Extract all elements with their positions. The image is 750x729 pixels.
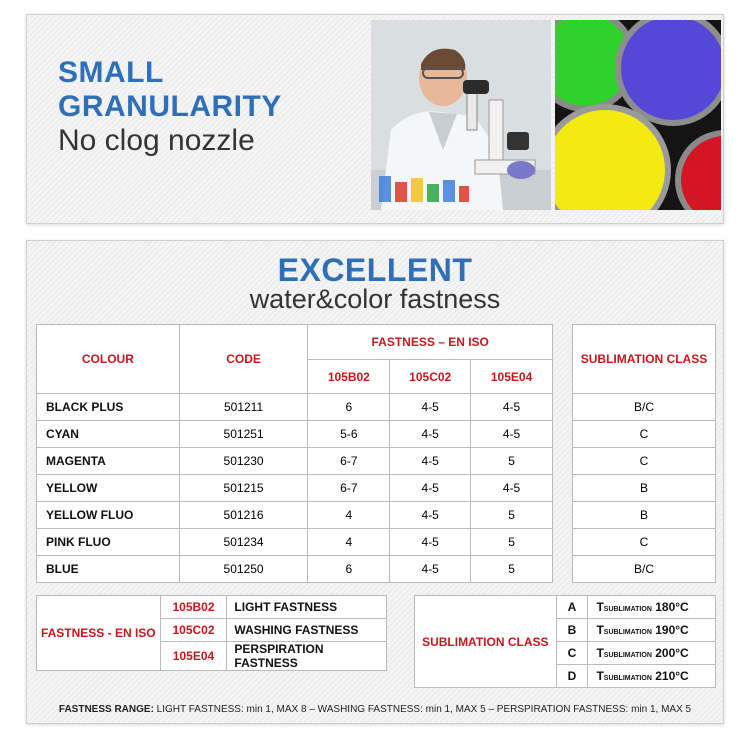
cell-colour: MAGENTA [37, 448, 180, 475]
headline-small: SMALL [58, 56, 164, 89]
legend-class: D [556, 665, 588, 688]
cell-105c02: 4-5 [390, 556, 471, 583]
legend-class: A [556, 596, 588, 619]
legend-fastness-label: FASTNESS - EN ISO [37, 596, 161, 671]
cell-105e04: 5 [471, 529, 553, 556]
cell-105b02: 4 [308, 502, 390, 529]
headline-excellent: EXCELLENT [277, 252, 473, 288]
headline-granularity: GRANULARITY [58, 90, 282, 123]
lab-scientist-photo [371, 20, 551, 210]
cell-code: 501234 [179, 529, 308, 556]
cell-code: 501211 [179, 394, 308, 421]
cell-105c02: 4-5 [390, 529, 471, 556]
t-label: T [596, 646, 604, 660]
cell-105c02: 4-5 [390, 394, 471, 421]
cell-code: 501216 [179, 502, 308, 529]
sublimation-value: B/C [573, 556, 716, 583]
t-label: T [596, 600, 604, 614]
subcol-105c02: 105C02 [390, 360, 471, 394]
subcol-105e04: 105E04 [471, 360, 553, 394]
cell-105b02: 4 [308, 529, 390, 556]
cell-105e04: 5 [471, 502, 553, 529]
cell-105c02: 4-5 [390, 502, 471, 529]
table-row [37, 529, 553, 556]
sublimation-value: B [573, 502, 716, 529]
table-row [37, 448, 553, 475]
cell-colour: YELLOW [37, 475, 180, 502]
cell-105e04: 5 [471, 556, 553, 583]
col-header-colour: COLOUR [37, 325, 180, 394]
paint-cans-photo [555, 20, 721, 210]
table-row [37, 394, 553, 421]
cell-code: 501230 [179, 448, 308, 475]
fastness-legend-table [36, 595, 387, 671]
cell-105c02: 4-5 [390, 448, 471, 475]
cell-105b02: 6 [308, 394, 390, 421]
col-header-code: CODE [179, 325, 308, 394]
legend-class: C [556, 642, 588, 665]
cell-colour: BLUE [37, 556, 180, 583]
cell-105b02: 6-7 [308, 475, 390, 502]
cell-105e04: 4-5 [471, 421, 553, 448]
legend-temp: 200°C [655, 646, 689, 660]
range-note-text: LIGHT FASTNESS: min 1, MAX 8 – WASHING FASTNESS: min 1, MAX 5 – PERSPIRATION FASTNESS: min 1, MAX 5 [153, 704, 692, 715]
legend-code: 105B02 [160, 596, 227, 619]
legend-code: 105C02 [160, 619, 227, 642]
t-subscript: SUBLIMATION [603, 606, 652, 613]
legend-name: WASHING FASTNESS [227, 619, 387, 642]
t-label: T [596, 669, 604, 683]
range-note-label: FASTNESS RANGE: [58, 704, 154, 715]
cell-code: 501215 [179, 475, 308, 502]
fastness-table [36, 324, 553, 583]
cell-105b02: 6-7 [308, 448, 390, 475]
legend-temp: 210°C [655, 669, 689, 683]
cell-105e04: 5 [471, 448, 553, 475]
legend-name: PERSPIRATION FASTNESS [227, 642, 387, 671]
table-row [37, 502, 553, 529]
t-subscript: SUBLIMATION [603, 652, 652, 659]
table-row [37, 556, 553, 583]
legend-name: LIGHT FASTNESS [227, 596, 387, 619]
cell-105e04: 4-5 [471, 394, 553, 421]
sublimation-value: B/C [573, 394, 716, 421]
table-row [37, 475, 553, 502]
table-row [37, 421, 553, 448]
legend-temp: 180°C [655, 600, 689, 614]
subline-no-clog: No clog nozzle [58, 124, 255, 157]
cell-colour: YELLOW FLUO [37, 502, 180, 529]
sublimation-value: C [573, 421, 716, 448]
cell-code: 501251 [179, 421, 308, 448]
cell-colour: PINK FLUO [37, 529, 180, 556]
sublimation-class-table [572, 324, 716, 583]
legend-temp-row [588, 642, 716, 665]
sublimation-value: B [573, 475, 716, 502]
sublimation-value: C [573, 529, 716, 556]
legend-sublimation-label: SUBLIMATION CLASS [415, 596, 557, 688]
sublimation-legend-table [414, 595, 716, 688]
col-header-sublimation-class: SUBLIMATION CLASS [573, 325, 716, 394]
t-subscript: SUBLIMATION [603, 675, 652, 682]
legend-temp-row [588, 596, 716, 619]
legend-code: 105E04 [160, 642, 227, 671]
legend-temp-row [588, 619, 716, 642]
legend-temp: 190°C [655, 623, 689, 637]
subcol-105b02: 105B02 [308, 360, 390, 394]
cell-colour: CYAN [37, 421, 180, 448]
legend-class: B [556, 619, 588, 642]
legend-temp-row [588, 665, 716, 688]
cell-105c02: 4-5 [390, 475, 471, 502]
cell-105c02: 4-5 [390, 421, 471, 448]
cell-105e04: 4-5 [471, 475, 553, 502]
t-subscript: SUBLIMATION [603, 629, 652, 636]
sublimation-value: C [573, 448, 716, 475]
col-header-fastness: FASTNESS – EN ISO [308, 325, 553, 360]
subline-water-color-fastness: water&color fastness [249, 284, 501, 314]
fastness-range-note [0, 704, 750, 715]
cell-code: 501250 [179, 556, 308, 583]
t-label: T [596, 623, 604, 637]
cell-105b02: 6 [308, 556, 390, 583]
cell-colour: BLACK PLUS [37, 394, 180, 421]
cell-105b02: 5-6 [308, 421, 390, 448]
